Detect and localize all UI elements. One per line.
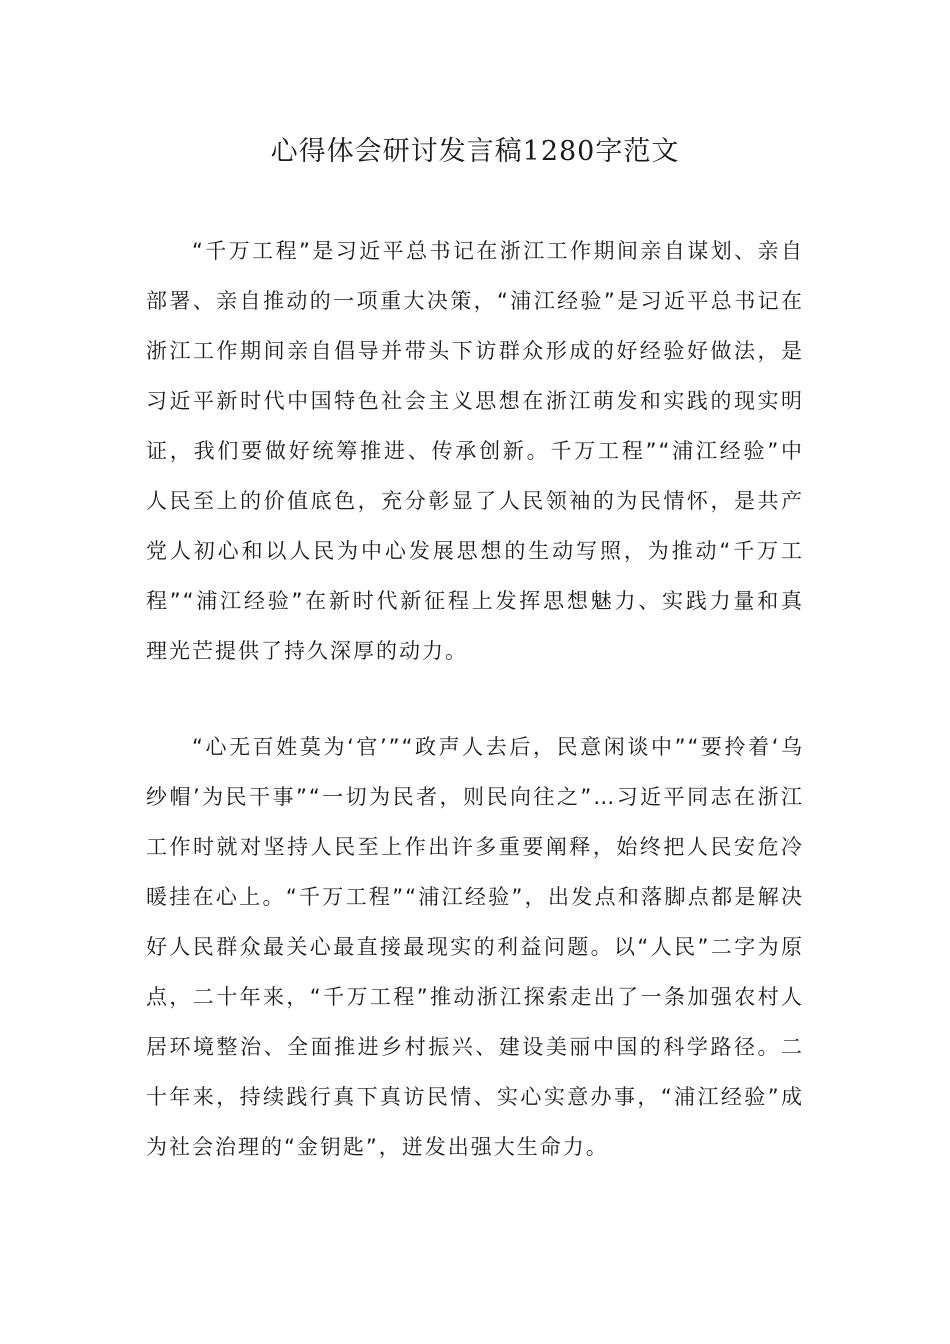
- document-title: 心得体会研讨发言稿1280字范文: [270, 136, 680, 167]
- paragraph-1: “千万工程”是习近平总书记在浙江工作期间亲自谋划、亲自部署、亲自推动的一项重大决策，“浦江经验”是习近平总书记在浙江工作期间亲自倡导并带头下访群众形成的好经验好做法，是习近平新时代中国特色社会主义思想在浙江萌发和实践的现实明证，我们要做好统筹推进、传承创新。千万工程”“浦江经验”中人民至上的价值底色，充分彰显了人民领袖的为民情怀，是共产党人初心和以人民为中心发展思想的生动写照，为推动“千万工程”“浦江经验”在新时代新征程上发挥思想魅力、实践力量和真理光芒提供了持久深厚的动力。: [146, 239, 804, 663]
- paragraph-2: “心无百姓莫为‘官’”“政声人去后，民意闲谈中”“要拎着‘乌纱帽’为民干事”“一切为民者，则民向往之”…习近平同志在浙江工作时就对坚持人民至上作出许多重要阐释，始终把人民安危冷暖挂在心上。“千万工程”“浦江经验”，出发点和落脚点都是解决好人民群众最关心最直接最现实的利益问题。以“人民”二字为原点，二十年来，“千万工程”推动浙江探索走出了一条加强农村人居环境整治、全面推进乡村振兴、建设美丽中国的科学路径。二十年来，持续践行真下真访民情、实心实意办事，“浦江经验”成为社会治理的“金钥匙”，迸发出强大生命力。: [146, 735, 804, 1159]
